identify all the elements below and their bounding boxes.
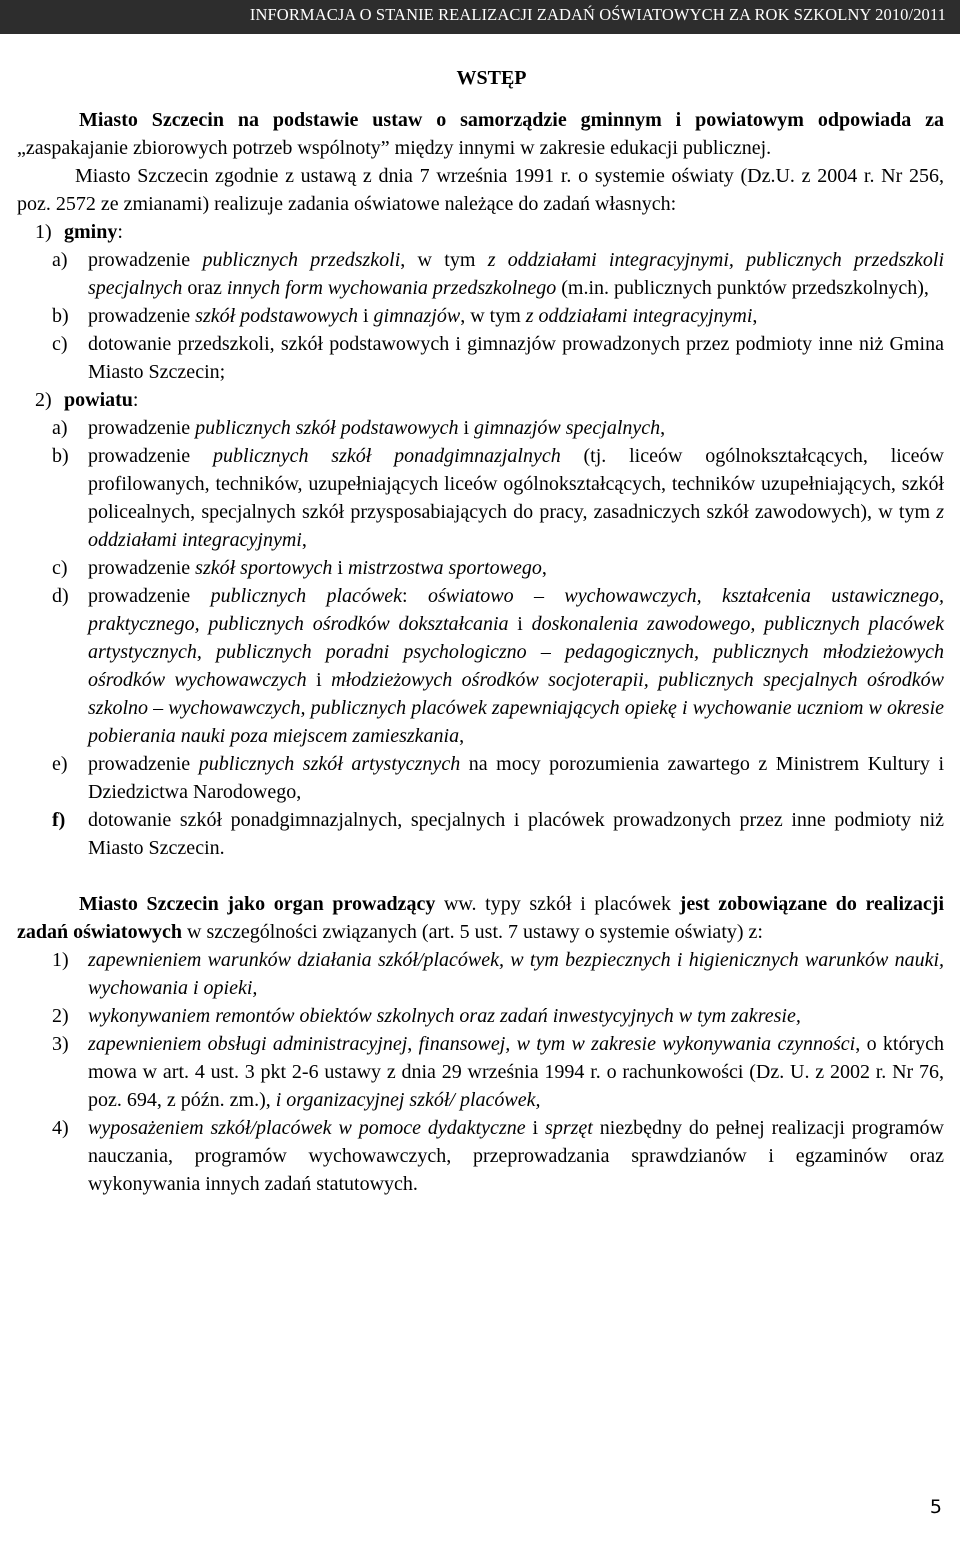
intro-paragraph-2: Miasto Szczecin zgodnie z ustawą z dnia 7 września 1991 r. o systemie oświaty (Dz.U. z 2004 r. Nr 256, poz. 2572 ze zmianami) realizuje zadania oświatowe należące do zadań własnych:	[17, 165, 944, 215]
page-number: 5	[929, 1496, 942, 1518]
list-item: e) prowadzenie publicznych szkół artystycznych na mocy porozumienia zawartego z Ministrem Kultury i Dziedzictwa Narodowego,	[52, 753, 945, 803]
duty-item: 4) wyposażeniem szkół/placówek w pomoce dydaktyczne i sprzęt niezbędny do pełnej realizacji programów nauczania, programów wychowawczych, przeprowadzania sprawdzianów i egzaminów oraz wykonywania innych zadań statutowych.	[52, 1117, 944, 1195]
list-number: 2)	[35, 389, 52, 411]
duty-item: 3) zapewnieniem obsługi administracyjnej, finansowej, w tym w zakresie wykonywania czynności, o których mowa w art. 4 ust. 3 pkt 2-6 ustawy z dnia 29 września 1994 r. o rachunkowości (Dz. U. z 2002 r. Nr 76, poz. 694, z późn. zm.), i organizacyjnej szkół/ placówek,	[52, 1033, 944, 1111]
gminy-title: gminy:	[64, 221, 123, 243]
gminy-heading	[17, 218, 944, 246]
page-header: INFORMACJA O STANIE REALIZACJI ZADAŃ OŚWIATOWYCH ZA ROK SZKOLNY 2010/2011	[0, 0, 960, 34]
list-item: d) prowadzenie publicznych placówek: oświatowo – wychowawczych, kształcenia ustawicznego, praktycznego, publicznych ośrodków dokształcania i doskonalenia zawodowego, publicznych placówek artystycznych, publicznych poradni psychologiczno – pedagogicznych, publicznych młodzieżowych ośrodków wychowawczych i młodzieżowych ośrodków socjoterapii, publicznych specjalnych ośrodków szkolno – wychowawczych, publicznych placówek zapewniających opiekę i wychowanie uczniom w okresie pobierania nauki poza miejscem zamieszkania,	[52, 585, 945, 747]
powiatu-title: powiatu:	[64, 389, 139, 411]
list-item: a) prowadzenie publicznych przedszkoli, w tym z oddziałami integracyjnymi, publicznych przedszkoli specjalnych oraz innych form wychowania przedszkolnego (m.in. publicznych punktów przedszkolnych),	[52, 249, 944, 299]
section-title: WSTĘP	[456, 67, 527, 89]
document-body	[17, 64, 944, 1198]
duty-item: 1) zapewnieniem warunków działania szkół/placówek, w tym bezpiecznych i higienicznych warunków nauki, wychowania i opieki,	[52, 949, 944, 999]
list-item: b) prowadzenie szkół podstawowych i gimnazjów, w tym z oddziałami integracyjnymi,	[52, 305, 758, 327]
intro-paragraph-1	[17, 106, 944, 162]
list-item: f) dotowanie szkół ponadgimnazjalnych, specjalnych i placówek prowadzonych przez inne podmioty niż Miasto Szczecin.	[52, 809, 944, 859]
list-item: c) prowadzenie szkół sportowych i mistrzostwa sportowego,	[52, 557, 547, 579]
list-item: b) prowadzenie publicznych szkół ponadgimnazjalnych (tj. liceów ogólnokształcących, liceów profilowanych, techników, uzupełniających liceów ogólnokształcących, techników uzupełniających, szkół policealnych, specjalnych szkół przysposabiających do pracy, zasadniczych szkół zawodowych), w tym z oddziałami integracyjnymi,	[52, 445, 945, 551]
list-item: c) dotowanie przedszkoli, szkół podstawowych i gimnazjów prowadzonych przez podmioty inne niż Gmina Miasto Szczecin;	[52, 333, 944, 383]
intro-bold-text: Miasto Szczecin na podstawie ustaw o samorządzie gminnym i powiatowym odpowiada za	[79, 109, 944, 131]
powiatu-heading	[17, 386, 944, 414]
duty-item: 2) wykonywaniem remontów obiektów szkolnych oraz zadań inwestycyjnych w tym zakresie,	[52, 1005, 801, 1027]
list-item: a) prowadzenie publicznych szkół podstawowych i gimnazjów specjalnych,	[52, 417, 666, 439]
intro-rest-text: „zaspakajanie zbiorowych potrzeb wspólnoty” między innymi w zakresie edukacji publicznej.	[17, 137, 772, 159]
list-number: 1)	[35, 221, 52, 243]
organ-paragraph: Miasto Szczecin jako organ prowadzący ww. typy szkół i placówek jest zobowiązane do realizacji zadań oświatowych w szczególności związanych (art. 5 ust. 7 ustawy o systemie oświaty) z:	[17, 893, 944, 943]
